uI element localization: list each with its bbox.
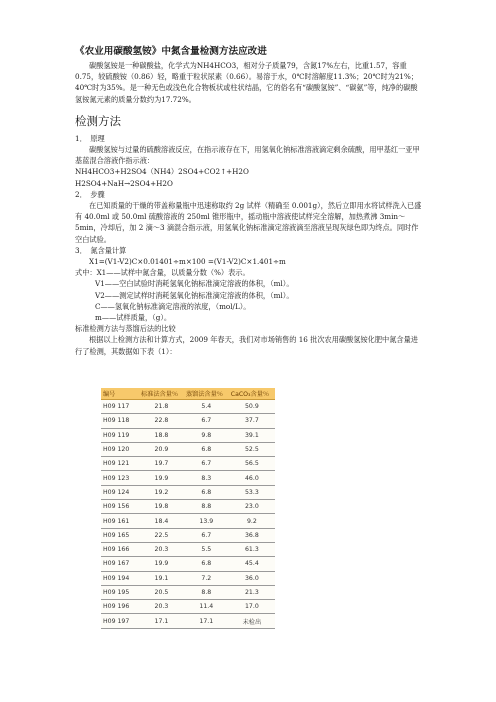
equation-2: H2SO4+NaH→2SO4+H2O: [75, 178, 173, 188]
compare-text: 根据以上检测方法和计算方式，2009 年春天，我们对市场销售的 16 批次农用碳酸氢铵化肥中氮含量进行了检测，其数据如下表（1）：: [75, 335, 418, 356]
def-m: m——试样质量，（g）。: [95, 313, 172, 323]
cell-id: H09 196: [101, 600, 139, 614]
header-caco3: CaCO₃含量％: [229, 388, 275, 400]
cell-value: 39.1: [229, 428, 275, 442]
cell-id: H09 117: [101, 400, 139, 414]
cell-value: 8.8: [184, 585, 229, 599]
cell-value: 6.8: [184, 442, 229, 456]
cell-id: H09 166: [101, 542, 139, 556]
cell-value: 45.4: [229, 557, 275, 571]
cell-value: 46.0: [229, 471, 275, 485]
cell-value: 22.8: [139, 414, 184, 428]
cell-id: H09 167: [101, 557, 139, 571]
cell-value: 17.1: [139, 614, 184, 628]
cell-id: H09 194: [101, 571, 139, 585]
cell-id: H09 119: [101, 428, 139, 442]
cell-value: 13.9: [184, 514, 229, 528]
nitrogen-data-table: [101, 388, 275, 629]
header-id: 编号: [101, 388, 139, 400]
cell-value: 21.3: [229, 585, 275, 599]
equation-1: NH4HCO3+H2SO4（NH4）2SO4+CO2↑+H2O: [75, 167, 249, 177]
calc-where: 式中：X1——试样中氮含量，以质量分数（%）表示。: [75, 268, 250, 278]
table-row: [101, 400, 275, 414]
section-title: 检测方法: [75, 113, 121, 128]
table-row: [101, 528, 275, 542]
calc-heading: 3． 氮含量计算: [75, 245, 127, 255]
cell-id: H09 118: [101, 414, 139, 428]
cell-id: H09 161: [101, 514, 139, 528]
cell-value: 19.7: [139, 457, 184, 471]
cell-value: 7.2: [184, 571, 229, 585]
cell-value: 53.3: [229, 485, 275, 499]
header-standard: 标准法含量％: [139, 388, 184, 400]
table-row: [101, 514, 275, 528]
cell-value: 6.7: [184, 457, 229, 471]
document-title: 《农业用碳酸氢铵》中氮含量检测方法应改进: [75, 46, 267, 57]
table-row: [101, 557, 275, 571]
cell-value: 8.3: [184, 471, 229, 485]
cell-id: H09 197: [101, 614, 139, 628]
cell-value: 56.5: [229, 457, 275, 471]
cell-id: H09 124: [101, 485, 139, 499]
cell-value: 19.8: [139, 500, 184, 514]
table-row: [101, 571, 275, 585]
cell-value: 未检出: [229, 614, 275, 628]
cell-value: 17.1: [184, 614, 229, 628]
cell-value: 5.5: [184, 542, 229, 556]
cell-value: 61.3: [229, 542, 275, 556]
cell-value: 20.5: [139, 585, 184, 599]
cell-value: 9.8: [184, 428, 229, 442]
table-row: [101, 614, 275, 628]
calc-formula: X1=(V1-V2)C×0.01401÷m×100 =(V1-V2)C×1.401÷m: [89, 257, 286, 267]
cell-value: 6.7: [184, 414, 229, 428]
steps-heading: 2． 步骤: [75, 189, 105, 199]
cell-value: 11.4: [184, 600, 229, 614]
table-row: [101, 485, 275, 499]
cell-value: 22.5: [139, 528, 184, 542]
def-v2: V2——测定试样时消耗氢氧化钠标准滴定溶液的体积，（ml）。: [95, 290, 294, 300]
cell-value: 21.8: [139, 400, 184, 414]
cell-id: H09 165: [101, 528, 139, 542]
cell-id: H09 120: [101, 442, 139, 456]
cell-value: 20.3: [139, 600, 184, 614]
header-distill: 蒸馏法含量％: [184, 388, 229, 400]
cell-value: 6.8: [184, 557, 229, 571]
cell-value: 9.2: [229, 514, 275, 528]
def-c: C——氢氧化钠标准滴定溶液的浓度，（mol/L）。: [95, 301, 251, 311]
cell-id: H09 195: [101, 585, 139, 599]
cell-value: 19.1: [139, 571, 184, 585]
cell-value: 8.8: [184, 500, 229, 514]
cell-value: 6.8: [184, 485, 229, 499]
cell-value: 37.7: [229, 414, 275, 428]
cell-id: H09 121: [101, 457, 139, 471]
cell-value: 20.9: [139, 442, 184, 456]
table-row: [101, 585, 275, 599]
cell-value: 17.0: [229, 600, 275, 614]
table-row: [101, 500, 275, 514]
cell-id: H09 156: [101, 500, 139, 514]
intro-paragraph: 碳酸氢铵是一种碳酸盐，化学式为NH4HCO3，相对分子质量79，含氮17%左右，比重1.57，容重0.75，较硫酸铵（0.86）轻，略重于粒状尿素（0.66）。易溶于水，0℃时溶解度11.3%；20℃时为21%；40℃时为35%。是一种无色或浅色化合物板状或柱状结晶，它的俗名有“碳酸氢铵”、“碳氨”等，纯净的碳酸氢铵氮元素的质量分数约为17.72%。: [75, 61, 419, 104]
cell-value: 5.4: [184, 400, 229, 414]
cell-value: 19.9: [139, 557, 184, 571]
cell-value: 18.4: [139, 514, 184, 528]
cell-value: 19.2: [139, 485, 184, 499]
table-row: [101, 542, 275, 556]
cell-value: 36.0: [229, 571, 275, 585]
cell-value: 36.8: [229, 528, 275, 542]
table-header-row: [101, 388, 275, 400]
table-row: [101, 457, 275, 471]
document-body: [75, 46, 423, 357]
cell-value: 6.7: [184, 528, 229, 542]
table-row: [101, 471, 275, 485]
principle-heading: 1． 原理: [75, 133, 105, 143]
cell-value: 20.3: [139, 542, 184, 556]
cell-id: H09 123: [101, 471, 139, 485]
cell-value: 23.0: [229, 500, 275, 514]
cell-value: 52.5: [229, 442, 275, 456]
principle-text: 碳酸氢铵与过量的硫酸溶液反应，在指示液存在下，用氢氧化钠标准溶液滴定剩余硫酸，用甲基红一亚甲基蓝混合溶液作指示液：: [75, 145, 420, 166]
table-row: [101, 442, 275, 456]
table-row: [101, 428, 275, 442]
cell-value: 19.9: [139, 471, 184, 485]
cell-value: 50.9: [229, 400, 275, 414]
steps-text: 在已知质量的干燥的带盖称量瓶中迅速称取约 2g 试样（精确至 0.001g），然后立即用水将试样洗入已盛有 40.0ml 或 50.0ml 硫酸溶液的 250ml 锥形瓶中，摇动瓶中溶液使试样完全溶解，加热煮沸 3min～5min，冷却后，加 2 滴～3 滴混合指示液，用氢氧化钠标准滴定溶液滴至溶液呈现灰绿色即为终点。同时作空白试验。: [75, 201, 422, 244]
cell-value: 18.8: [139, 428, 184, 442]
table-row: [101, 600, 275, 614]
compare-heading: 标准检测方法与蒸馏后法的比较: [75, 324, 176, 334]
def-v1: V1——空白试验时消耗氢氧化钠标准滴定溶液的体积，（ml）。: [95, 279, 294, 289]
table-row: [101, 414, 275, 428]
